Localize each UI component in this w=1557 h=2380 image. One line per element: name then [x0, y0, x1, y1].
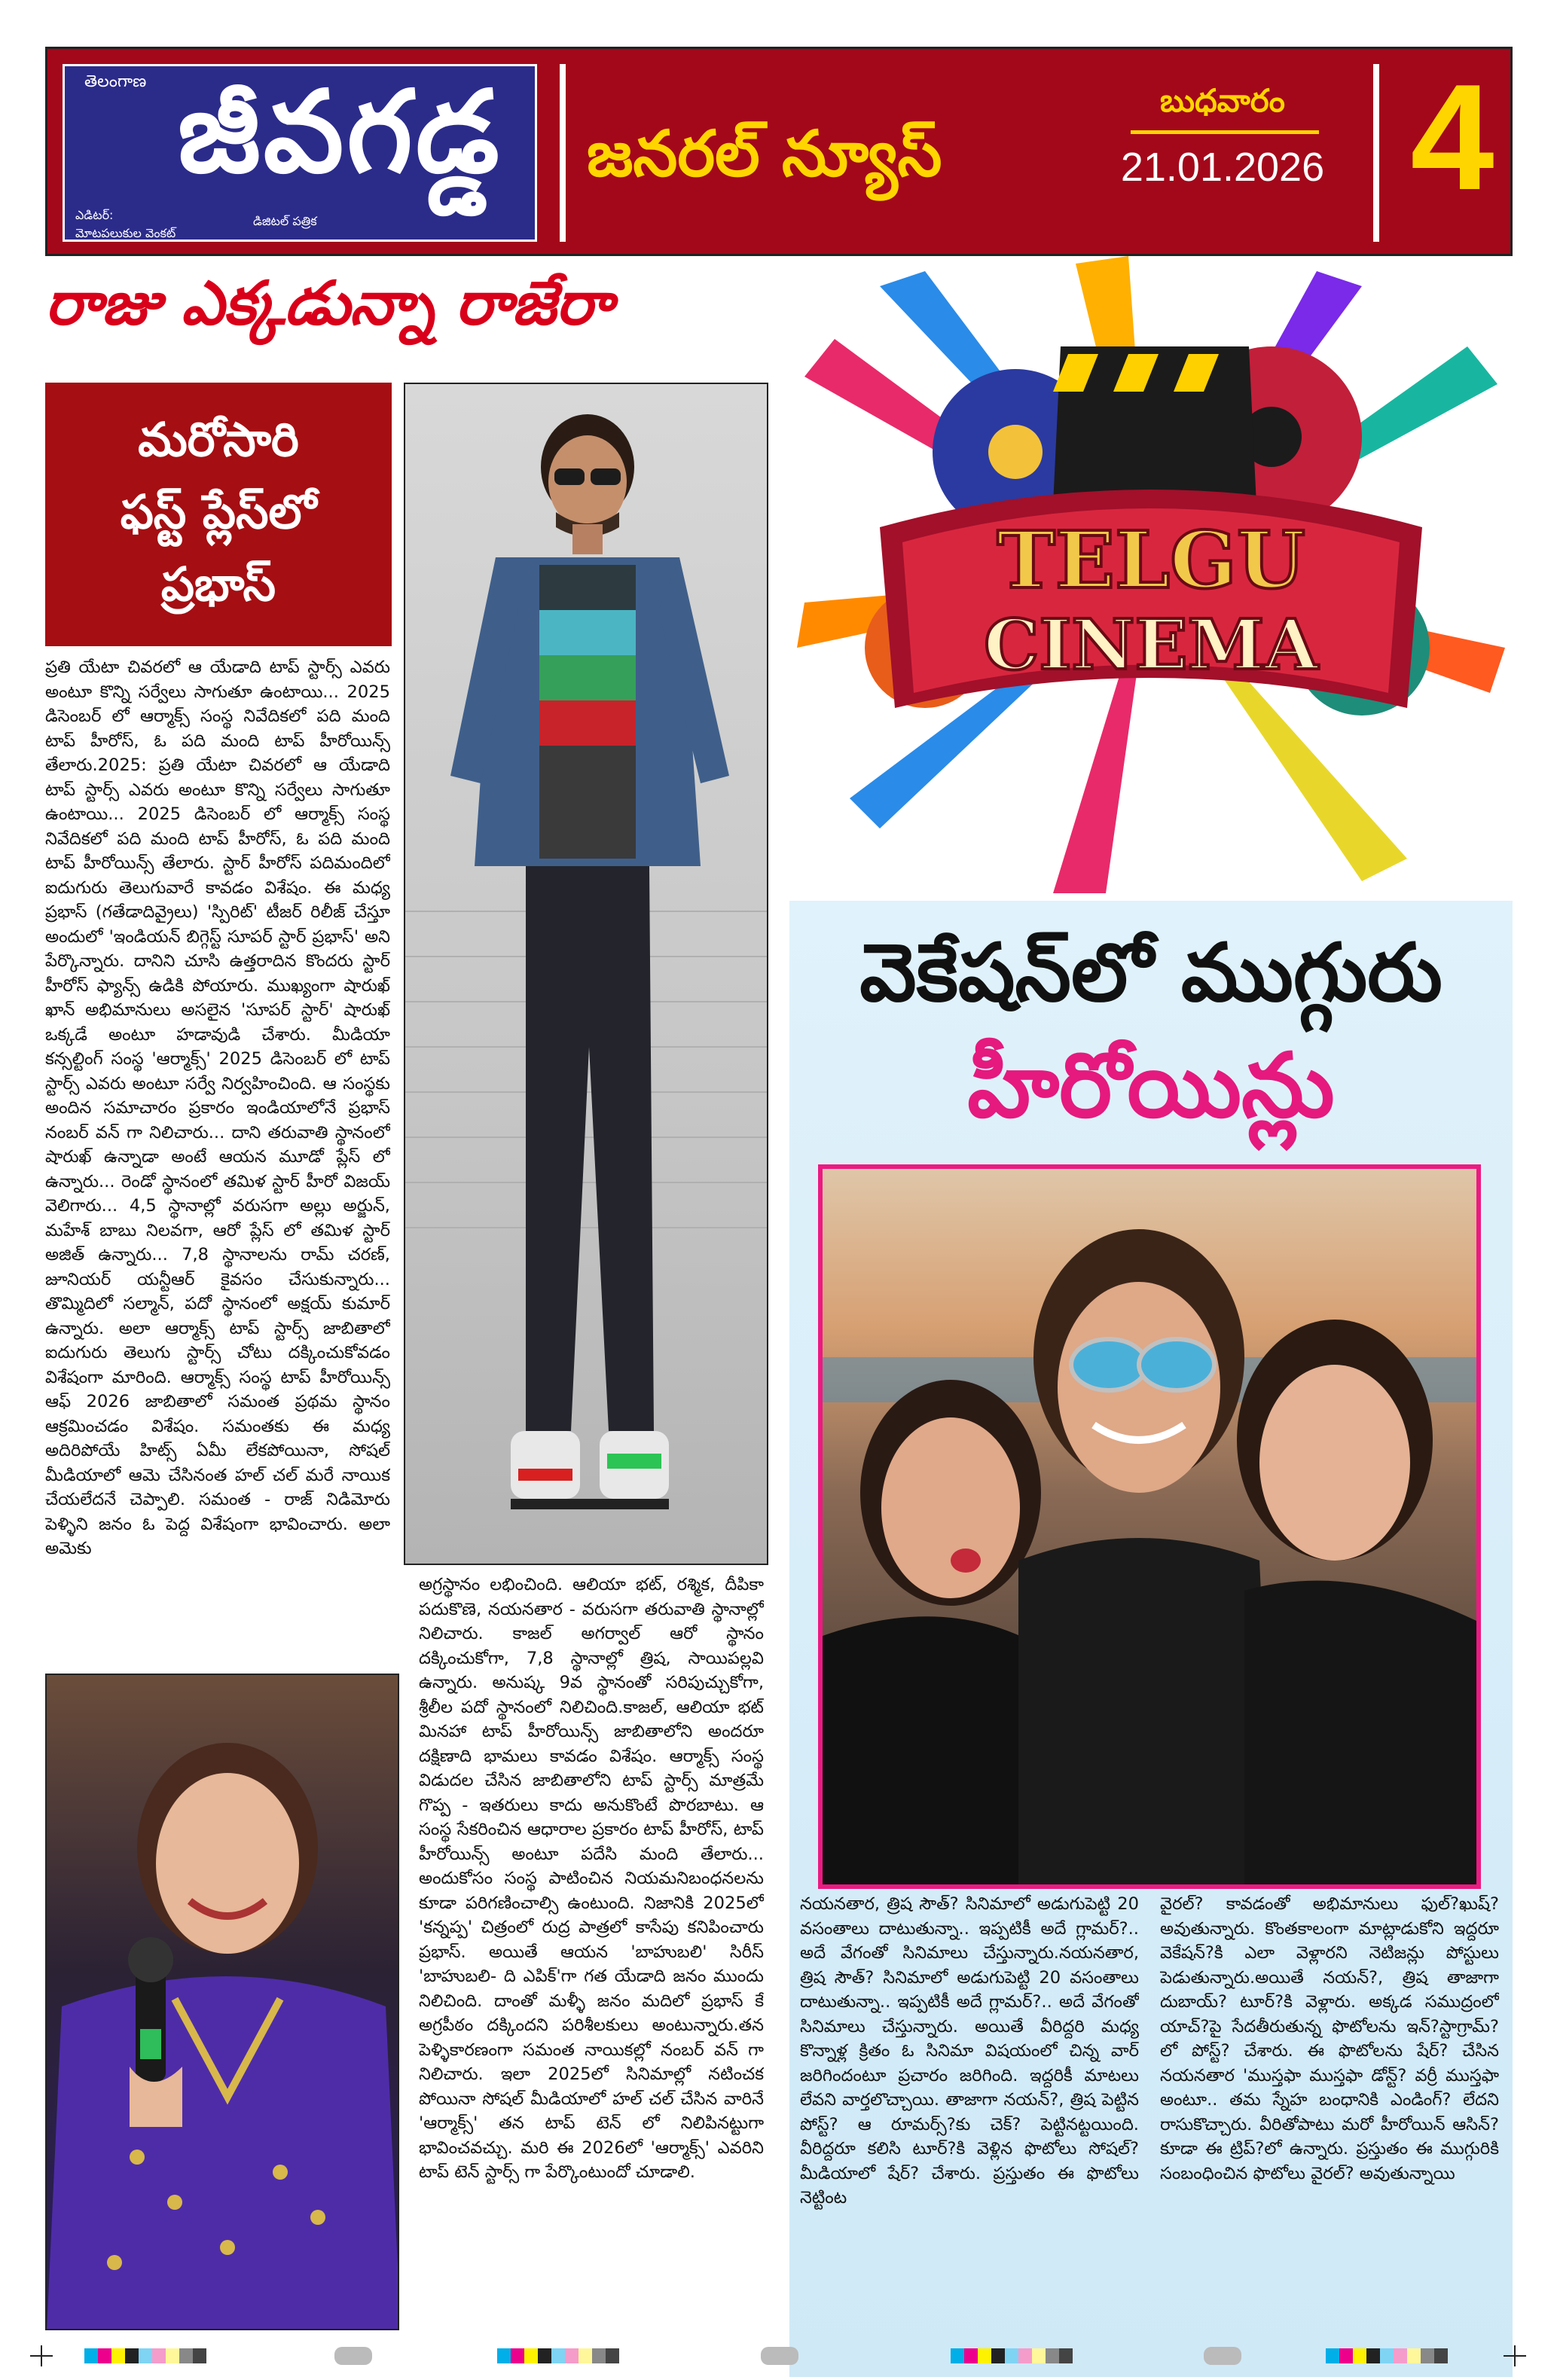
- subhead-line: ఫస్ట్ ప్లేస్‌లో: [120, 484, 317, 539]
- samantha-figure-illustration: [47, 1675, 399, 2330]
- story-column-1: ప్రతి యేటా చివరలో ఆ యేడాది టాప్ స్టార్స్ ఎవరు అంటూ కొన్ని సర్వేలు సాగుతూ ఉంటాయి... 2025 డిసెంబర్ లో ఆర్మాక్స్ సంస్థ నివేదికలో పది మంది టాప్ హీరోస్, ఓ పది మంది టాప్ హీరోయిన్స్ తేలారు.2025: ప్రతి యేటా చివరలో ఆ యేడాది టాప్ స్టార్స్ ఎవరు అంటూ కొన్ని సర్వేలు సాగుతూ ఉంటాయి... 2025 డిసెంబర్ లో ఆర్మాక్స్ సంస్థ నివేదికలో పది మంది టాప్ హీరోస్, ఓ పది మంది టాప్ హీరోయిన్స్ తేలారు. స్టార్ హీరోస్ పదిమందిలో ఐదుగురు తెలుగువారే కావడం విశేషం. ఈ మధ్య ప్రభాస్ (గతేడాదివ్రైలు) 'స్పిరిట్' టీజర్ రిలీజ్ చేస్తూ అందులో 'ఇండియన్ బిగ్గెస్ట్ సూపర్ స్టార్ ప్రభాస్' అని పేర్కొన్నారు. దానిని చూసి ఉత్తరాదిన కొందరు స్టార్ హీరోస్ ఫ్యాన్స్ ఉడికి పోయారు. ముఖ్యంగా షారుఖ్ ఖాన్ అభిమానులు అసలైన 'సూపర్ స్టార్' షారుఖ్ ఒక్కడే అంటూ హడావుడి చేశారు. మీడియా కన్సల్టింగ్ సంస్థ 'ఆర్మాక్స్' 2025 డిసెంబర్ లో టాప్ స్టార్స్ ఎవరు అంటూ సర్వే నిర్వహించింది. ఆ సంస్థకు అందిన సమాచారం ప్రకారం ఇండియాలోనే ప్రభాస్ నంబర్ వన్ గా నిలిచారు... దాని తరువాతి స్థానంలో షారుఖ్ ఉన్నాడా అంటే ఆయన మూడో ప్లేస్ లో ఉన్నారు... రెండో స్థానంలో తమిళ స్టార్ హీరో విజయ్ వెలిగారు... 4,5 స్థానాల్లో వరుసగా అల్లు అర్జున్, మహేశ్ బాబు నిలవగా, ఆరో ప్లేస్ లో తమిళ స్టార్ అజిత్ ఉన్నారు... 7,8 స్థానాలను రామ్ చరణ్, జూనియర్ యన్టీఆర్ కైవసం చేసుకున్నారు... తొమ్మిదిలో సల్మాన్, పదో స్థానంలో అక్షయ్ కుమార్ ఉన్నారు. అలా ఆర్మాక్స్ టాప్ స్టార్స్ జాబితాలో ఐదుగురు తెలుగు స్టార్స్ చోటు దక్కించుకోవడం విశేషంగా మారింది. ఆర్మాక్స్ సంస్థ టాప్ హీరోయిన్స్ ఆఫ్ 2026 జాబితాలో సమంత ప్రథమ స్థానం ఆక్రమించడం విశేషం. సమంతకు ఈ మధ్య అదిరిపోయే హిట్స్ ఏమీ లేకపోయినా, సోషల్ మీడియాలో ఆమె చేసినంత హల్ చల్ మరే నాయిక చేయలేదనే చెప్పాలి. సమంత - రాజ్ నిడిమోరు పెళ్ళిని జనం ఓ పెద్ద విశేషంగా భావించారు. అలా అమెకు: [45, 658, 390, 1558]
- cinema-word-1: TELGU: [997, 514, 1305, 606]
- section-title: జనరల్ న్యూస్: [587, 117, 942, 191]
- vacation-column-2: వైరల్? కావడంతో అభిమానులు ఫుల్?ఖుష్? అవుతున్నారు. కొంతకాలంగా మాట్లాడుకోని ఇద్దరూ వెకేషన్?కి ఎలా వెళ్లారని నెటిజన్లు పోస్టులు పెడుతున్నారు.అయితే నయన్?, త్రిష తాజాగా దుబాయ్? టూర్?కి వెళ్లారు. అక్కడ సముద్రంలో యాచ్?పై సేదతీరుతున్న ఫొటోలను ఇన్?స్టాగ్రామ్?లో పోస్ట్? చేశారు. ఈ ఫొటోలను షేర్? చేసిన నయనతార 'ముస్తఫా ముస్తఫా డోన్ట్? వర్రీ ముస్తఫా అంటూ.. తమ స్నేహ బంధానికి ఎండింగ్? లేదని రాసుకొచ్చారు. వీరితోపాటు మరో హీరోయిన్ ఆసిన్? కూడా ఈ ట్రిప్?లో ఉన్నారు. ప్రస్తుతం ఈ ముగ్గురికి సంబంధించిన ఫొటోలు వైరల్? అవుతున్నాయి: [1160, 1894, 1499, 2183]
- telugu-cinema-graphic: [789, 256, 1513, 893]
- story-headline: రాజు ఎక్కడున్నా రాజేరా: [45, 268, 613, 338]
- editor-label: ఎడిటర్:: [75, 208, 114, 222]
- subhead-line: ప్రభాస్: [160, 557, 276, 612]
- prabhas-photo: [404, 383, 768, 1565]
- prabhas-figure-illustration: [405, 384, 768, 1565]
- vacation-column-1: నయనతార, త్రిష సౌత్? సినిమాలో అడుగుపెట్టి 20 వసంతాలు దాటుతున్నా.. ఇప్పటికీ అదే గ్లామర్?.. అదే వేగంతో సినిమాలు చేస్తున్నారు.నయనతార, త్రిష సౌత్? సినిమాలో అడుగుపెట్టి 20 వసంతాలు దాటుతున్నా.. ఇప్పటికీ అదే గ్లామర్?.. అదే వేగంతో సినిమాలు చేస్తున్నారు. అయితే వీరిద్దరి మధ్య కొన్నాళ్ల క్రితం ఓ సినిమా విషయంలో చిన్న వార్ జరిగిందంటూ ప్రచారం జరిగింది. ఇద్దరికీ మాటలు లేవని వార్తలొచ్చాయి. తాజాగా నయన్?, త్రిష పెట్టిన పోస్ట్? ఆ రూమర్స్?కు చెక్? పెట్టినట్టయింది. వీరిద్దరూ కలిసి టూర్?కి వెళ్లిన ఫొటోలు సోషల్? మీడియాలో షేర్? చేశారు. ప్రస్తుతం ఈ ఫొటోలు నెట్టింట: [800, 1894, 1139, 2208]
- editor-name: మోటపలుకుల వెంకట్: [75, 226, 176, 240]
- cinema-word-2: CINEMA: [984, 604, 1318, 685]
- print-registration-strip: [0, 2341, 1557, 2371]
- issue-date: 21.01.2026: [1120, 145, 1325, 190]
- newspaper-logo: [63, 64, 537, 242]
- logo-name: జీవగడ్డ: [178, 67, 502, 198]
- weekday-underline: [1131, 130, 1319, 134]
- heroines-selfie-photo: [818, 1164, 1481, 1889]
- masthead: [45, 47, 1513, 256]
- three-women-illustration: [823, 1169, 1476, 1884]
- vacation-headline-line2: హీరోయిన్లు: [967, 1033, 1335, 1137]
- digital-edition-label: డిజిటల్ పత్రిక: [253, 214, 317, 228]
- samantha-photo: [45, 1674, 399, 2330]
- logo-state-label: తెలంగాణ: [84, 72, 147, 91]
- story-subhead-box: [45, 383, 392, 646]
- masthead-divider: [560, 64, 566, 242]
- vacation-headline-line1: వెకేషన్‌లో ముగ్గురు: [859, 926, 1443, 1019]
- page-number: 4: [1410, 53, 1494, 221]
- cinema-burst-illustration: [789, 256, 1513, 893]
- masthead-divider: [1373, 64, 1379, 242]
- story-column-2: అగ్రస్థానం లభించింది. ఆలియా భట్, రశ్మిక, దీపికా పదుకొణె, నయనతార - వరుసగా తరువాతి స్థానాల్లో నిలిచారు. కాజల్ అగర్వాల్ ఆరో స్థానం దక్కించుకోగా, 7,8 స్థానాల్లో త్రిష, సాయిపల్లవి ఉన్నారు. అనుష్క 9వ స్థానంతో సరిపుచ్చుకోగా, శ్రీలీల పదో స్థానంలో నిలిచింది.కాజల్, ఆలియా భట్ మినహా టాప్ హీరోయిన్స్ జాబితాలోని అందరూ దక్షిణాది భామలు కావడం విశేషం. ఆర్మాక్స్ సంస్థ విడుదల చేసిన జాబితాలోని టాప్ స్టార్స్ మాత్రమే గొప్ప - ఇతరులు కాదు అనుకొంటే పొరబాటు. ఆ సంస్థ సేకరించిన ఆధారాల ప్రకారం టాప్ హీరోస్, టాప్ హీరోయిన్స్ అంటూ పదేసి మంది తేలారు... అందుకోసం సంస్థ పాటించిన నియమనిబంధనలను కూడా పరిగణించాల్సి ఉంటుంది. నిజానికి 2025లో 'కన్నప్ప' చిత్రంలో రుద్ర పాత్రలో కాసేపు కనిపించారు ప్రభాస్. అయితే ఆయన 'బాహుబలి' సిరీస్ 'బాహుబలి- ది ఎపిక్'గా గత యేడాది జనం ముందు నిలిచింది. దాంతో మళ్ళీ జనం మదిలో ప్రభాస్ కే అగ్రపీఠం దక్కిందని పరిశీలకులు అంటున్నారు.తన పెళ్ళికారణంగా సమంత నాయికల్లో నంబర్ వన్ గా నిలిచారు. ఇలా 2025లో సినిమాల్లో నటించక పోయినా సోషల్ మీడియాలో హల్ చల్ చేసిన వారినే 'ఆర్మాక్స్' తన టాప్ టెన్ లో నిలిపినట్టుగా భావించవచ్చు. మరి ఈ 2026లో 'ఆర్మాక్స్' ఎవరిని టాప్ టెన్ స్టార్స్ గా పేర్కొంటుందో చూడాలి.: [419, 1575, 764, 2182]
- weekday: బుధవారం: [1160, 82, 1285, 119]
- subhead-line: మరోసారి: [138, 412, 299, 467]
- editor-credit: [75, 206, 176, 243]
